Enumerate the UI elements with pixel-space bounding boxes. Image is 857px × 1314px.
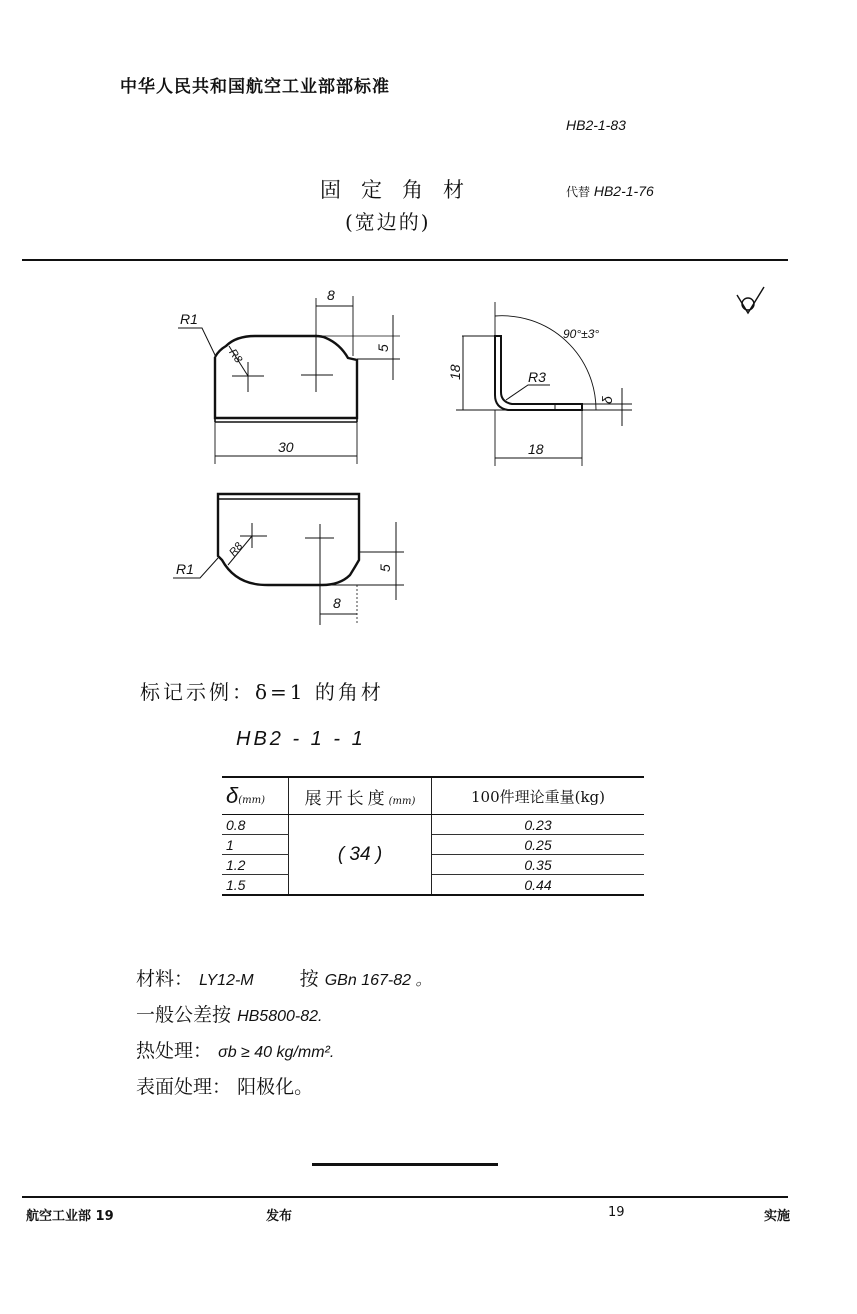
- note-surface-treatment: 表面处理： 阳极化。: [136, 1076, 314, 1098]
- svg-text:δ: δ: [599, 396, 615, 404]
- table-row: 1 0.25: [222, 835, 644, 855]
- footer-issuer: 航空工业部 19: [26, 1209, 114, 1224]
- svg-text:18: 18: [528, 441, 544, 457]
- end-rule: [312, 1163, 498, 1166]
- note-tolerance: 一般公差按 HB5800-82.: [136, 1004, 323, 1026]
- replaces-number: HB2-1-76: [593, 183, 654, 199]
- developed-length-value: ( 34 ): [289, 815, 432, 896]
- spec-table: [222, 776, 644, 896]
- footer-effective: 实施: [764, 1209, 791, 1224]
- marking-example-code: HB2 - 1 - 1: [236, 728, 366, 750]
- note-material: 材料： LY12-M 按 GBn 167-82 。: [136, 968, 432, 990]
- marking-example-label: 标记示例：δ=1 的角材: [140, 680, 384, 704]
- replaces-label: 代替: [566, 185, 591, 199]
- footer-divider: [22, 1196, 788, 1198]
- document-subtitle: (宽边的): [345, 210, 431, 234]
- svg-text:5: 5: [377, 564, 393, 572]
- svg-text:R8: R8: [227, 540, 246, 559]
- technical-notes: [136, 962, 431, 1105]
- table-row: 1.2 0.35: [222, 855, 644, 875]
- issuing-organization: 中华人民共和国航空工业部部标准: [120, 77, 390, 97]
- document-title: 固定角材: [320, 178, 484, 202]
- svg-text:8: 8: [327, 287, 335, 303]
- svg-text:30: 30: [278, 439, 294, 455]
- footer-issued: 发布: [266, 1209, 293, 1224]
- svg-text:R3: R3: [528, 369, 546, 385]
- technical-drawing: [0, 270, 857, 650]
- surface-roughness-icon: [737, 287, 764, 313]
- bottom-view: [173, 494, 404, 625]
- table-header-row: [222, 777, 644, 815]
- footer-effective-year: 19: [608, 1205, 625, 1220]
- header-weight: 100件理论重量(kg): [432, 777, 645, 815]
- header-thickness: δ(mm): [222, 777, 289, 815]
- svg-text:5: 5: [375, 344, 391, 352]
- svg-text:R1: R1: [180, 311, 198, 327]
- replaces-standard: [566, 183, 654, 200]
- svg-text:R8: R8: [226, 347, 245, 366]
- note-heat-treatment: 热处理： σb ≥ 40 kg/mm².: [136, 1040, 335, 1062]
- header-developed-length: 展开长度(mm): [289, 777, 432, 815]
- svg-text:18: 18: [447, 364, 463, 380]
- table-row: 0.8 ( 34 ) 0.23: [222, 815, 644, 835]
- standard-number: HB2-1-83: [566, 117, 626, 133]
- table-row: 1.5 0.44: [222, 875, 644, 896]
- svg-text:R1: R1: [176, 561, 194, 577]
- svg-text:8: 8: [333, 595, 341, 611]
- header-divider: [22, 259, 788, 261]
- svg-text:90°±3°: 90°±3°: [563, 327, 600, 341]
